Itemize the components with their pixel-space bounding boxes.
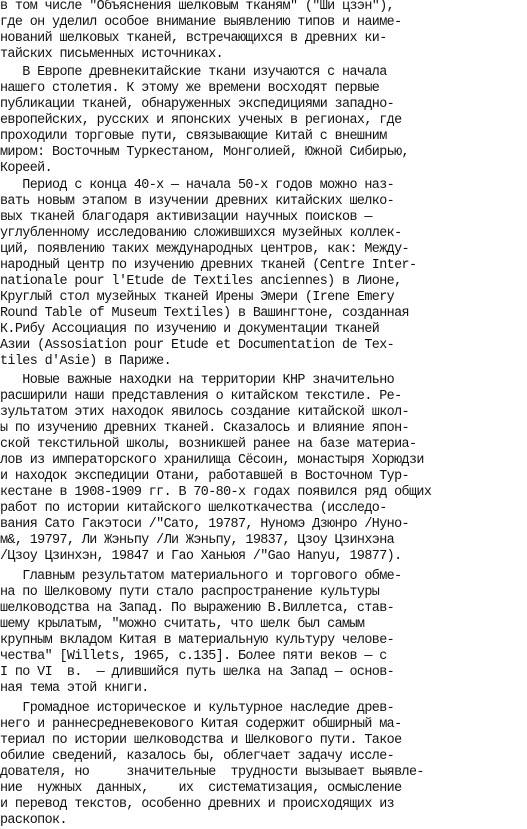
text-line: м&, 19797, Ли Жэньпу /Ли Жэньпу, 19837, Цзоу Цзинхэна [0, 533, 395, 548]
text-line: шему крылатым, "можно считать, что шелк был самым [0, 617, 365, 632]
text-line: Главным результатом материального и торгового обме- [0, 569, 402, 584]
text-line: /Цзоу Цзинхэн, 19847 и Гао Ханьюя /"Gao Hanyu, 19877). [0, 549, 402, 564]
text-line: nationale pour l'Etude de Textiles anciennes) в Лионе, [0, 274, 402, 289]
text-line: tiles d'Asie) в Париже. [0, 354, 172, 369]
text-line: работ по истории китайского шелкоткачества (исследо- [0, 501, 387, 516]
text-line: вать новым этапом в изучении древних китайских шелко- [0, 194, 395, 209]
text-line: I по VI в. — длившийся путь шелка на Запад — основ- [0, 665, 395, 680]
text-line: ций, появлению таких международных центров, как: Между- [0, 242, 409, 257]
text-line: чества" [Willets, 1965, c.135]. Более пяти веков — с [0, 649, 387, 664]
text-line: раскопок. [0, 813, 67, 828]
text-line: зультатом этих находок явилось создание китайской школ- [0, 405, 409, 420]
text-line: кестане в 1908-1909 гг. В 70-80-х годах появился ряд общих [0, 485, 432, 500]
text-line: расширили наши представления о китайском текстиле. Ре- [0, 389, 402, 404]
text-line: крупным вкладом Китая в материальную культуру челове- [0, 633, 395, 648]
text-line: него и раннесредневекового Китая содержит обширный ма- [0, 717, 402, 732]
text-line: шелководства на Запад. По выражению В.Виллетса, став- [0, 601, 395, 616]
text-line: публикации тканей, обнаруженных экспедициями западно- [0, 97, 395, 112]
text-line: вания Сато Гакэтоси /"Сато, 19787, Нуномэ Дзюнро /Нуно- [0, 517, 409, 532]
text-line: Round Table of Museum Textiles) в Вашингтоне, созданная [0, 306, 409, 321]
text-line: ние нужных данных, их систематизация, осмысление [0, 781, 402, 796]
text-line: В Европе древнекитайские ткани изучаются с начала [0, 65, 387, 80]
text-line: ской текстильной школы, возникшей ранее на базе материа- [0, 437, 417, 452]
text-line: на по Шелковому пути стало распространение культуры [0, 585, 380, 600]
text-line: Кореей. [0, 161, 53, 176]
text-line: углубленному исследованию сложившихся музейных коллек- [0, 226, 402, 241]
text-line: и находок экспедиции Отани, работавшей в Восточном Тур- [0, 469, 409, 484]
text-line: Круглый стол музейных тканей Ирены Эмери (Irene Emery [0, 290, 395, 305]
text-line: и перевод текстов, особенно древних и происходящих из [0, 797, 395, 812]
text-line: К.Рибу Ассоциация по изучению и документации тканей [0, 322, 380, 337]
text-line: где он уделил особое внимание выявлению типов и наиме- [0, 15, 402, 30]
text-line: тайских письменных источниках. [0, 47, 224, 62]
text-line: вых тканей благодаря активизации научных поисков — [0, 210, 372, 225]
text-line: обилие сведений, казалось бы, облегчает задачу иссле- [0, 749, 395, 764]
text-line: дователя, но значительные трудности вызывает выявле- [0, 765, 424, 780]
text-line: европейских, русских и японских ученых в регионах, где [0, 113, 402, 128]
text-line: ы по изучению древних тканей. Сказалось и влияние япон- [0, 421, 409, 436]
text-line: нований шелковых тканей, встречающихся в древних ки- [0, 31, 387, 46]
text-line: нашего столетия. К этому же времени восходят первые [0, 81, 380, 96]
text-line: миром: Восточным Туркестаном, Монголией, Южной Сибирью, [0, 145, 409, 160]
text-line: в том числе "Объяснения шелковым тканям" ("Ши цзэн"), [0, 0, 395, 14]
text-line: Период с конца 40-х — начала 50-х годов можно наз- [0, 178, 395, 193]
text-line: проходили торговые пути, связывающие Китай с внешним [0, 129, 387, 144]
text-line: Новые важные находки на территории КНР значительно [0, 373, 395, 388]
text-line: лов из императорского хранилища Сёсоин, монастыря Хорюдзи [0, 453, 424, 468]
text-line: ная тема этой книги. [0, 681, 149, 696]
text-line: Громадное историческое и культурное наследие древ- [0, 701, 395, 716]
text-line: Азии (Assosiation pour Etude et Documentation de Tex- [0, 338, 395, 353]
text-line: териал по истории шелководства и Шелкового пути. Такое [0, 733, 402, 748]
text-line: народный центр по изучению древних тканей (Centre Inter- [0, 258, 417, 273]
